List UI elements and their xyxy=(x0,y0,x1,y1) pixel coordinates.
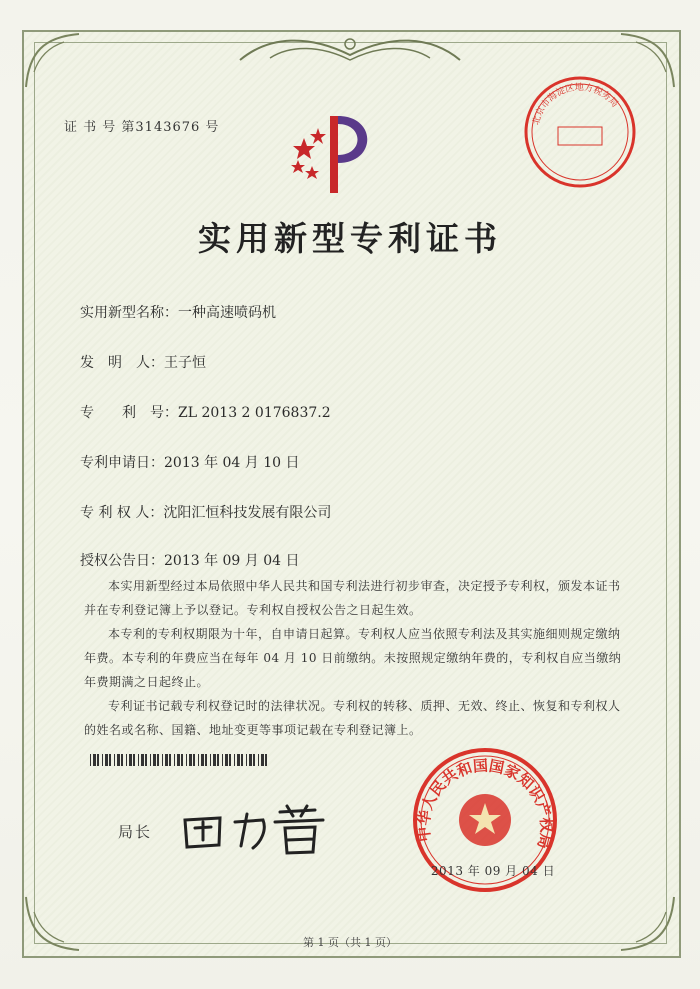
barcode-bar xyxy=(90,754,91,766)
field-application-date: 专利申请日：2013 年 04 月 10 日 xyxy=(80,452,300,472)
barcode-bar xyxy=(210,754,211,766)
patent-office-emblem-icon xyxy=(282,108,382,198)
barcode-bar xyxy=(157,754,159,766)
corner-ornament-tl xyxy=(24,32,84,92)
barcode-bar xyxy=(229,754,231,766)
barcode-bar xyxy=(189,754,192,766)
barcode-bar xyxy=(222,754,223,766)
barcode-bar xyxy=(138,754,139,766)
barcode-bar xyxy=(121,754,123,766)
barcode-bar xyxy=(265,754,267,766)
barcode-bar xyxy=(141,754,144,766)
tax-bureau-seal-icon xyxy=(520,72,640,192)
barcode-bar xyxy=(117,754,120,766)
field-value: 沈阳汇恒科技发展有限公司 xyxy=(163,505,332,521)
barcode-bar xyxy=(109,754,111,766)
tax-seal-text: 北京市海淀区地方税务局 xyxy=(531,82,620,127)
barcode-bar xyxy=(97,754,99,766)
field-grant-date: 授权公告日：2013 年 09 月 04 日 xyxy=(80,550,300,570)
barcode-bar xyxy=(198,754,199,766)
field-label: 专利申请日 xyxy=(80,455,150,471)
national-seal-text: 中华人民共和国国家知识产权局 xyxy=(414,756,556,851)
certificate-number: 证 书 号 第3143676 号 xyxy=(64,120,220,135)
barcode-bar xyxy=(181,754,183,766)
top-ornament xyxy=(230,30,470,70)
barcode-bar xyxy=(114,754,115,766)
svg-text:北京市海淀区地方税务局 xyxy=(530,81,621,126)
body-paragraph: 本实用新型经过本局依照中华人民共和国专利法进行初步审查，决定授予专利权，颁发本证书并在专利登记簿上予以登记。专利权自授权公告之日起生效。 xyxy=(84,579,621,617)
page-number: 第 1 页（共 1 页） xyxy=(303,936,397,949)
director-label: 局长 xyxy=(118,823,153,841)
barcode-bar xyxy=(261,754,264,766)
barcode-bar xyxy=(246,754,247,766)
barcode-bar xyxy=(253,754,255,766)
barcode-bar xyxy=(258,754,259,766)
certificate-title: 实用新型专利证书 xyxy=(198,219,502,258)
field-value: 2013 年 09 月 04 日 xyxy=(164,553,300,569)
barcode-bar xyxy=(93,754,96,766)
barcode-bar xyxy=(145,754,147,766)
field-label: 专 利 权 人 xyxy=(80,505,150,521)
barcode-bar xyxy=(177,754,180,766)
barcode-bar xyxy=(174,754,175,766)
field-patentee: 专 利 权 人：沈阳汇恒科技发展有限公司 xyxy=(80,502,331,522)
field-value: 2013 年 04 月 10 日 xyxy=(164,455,300,471)
field-value: ZL 2013 2 0176837.2 xyxy=(178,405,331,421)
barcode-bar xyxy=(201,754,204,766)
field-utility-model-name: 实用新型名称：一种高速喷码机 xyxy=(80,302,276,322)
barcode-bar xyxy=(186,754,187,766)
barcode-bar xyxy=(169,754,171,766)
field-value: 王子恒 xyxy=(164,355,206,371)
barcode-icon xyxy=(90,754,270,766)
body-paragraph: 专利证书记载专利权登记时的法律状况。专利权的转移、质押、无效、终止、恢复和专利权人的姓名或名称、国籍、地址变更等事项记载在专利登记簿上。 xyxy=(84,699,621,737)
field-label: 发 明 人 xyxy=(80,355,150,371)
barcode-bar xyxy=(193,754,195,766)
barcode-bar xyxy=(105,754,108,766)
barcode-bar xyxy=(213,754,216,766)
field-label: 专 利 号 xyxy=(80,405,164,421)
barcode-bar xyxy=(150,754,151,766)
barcode-bar xyxy=(129,754,132,766)
field-patent-number: 专 利 号：ZL 2013 2 0176837.2 xyxy=(80,402,331,422)
seal-date: 2013 年 09 月 04 日 xyxy=(430,864,556,878)
field-inventor: 发 明 人：王子恒 xyxy=(80,352,206,372)
barcode-bar xyxy=(126,754,127,766)
barcode-bar xyxy=(225,754,228,766)
director-signature xyxy=(175,800,335,860)
field-label: 实用新型名称 xyxy=(80,305,164,321)
barcode-bar xyxy=(241,754,243,766)
barcode-bar xyxy=(133,754,135,766)
barcode-bar xyxy=(234,754,235,766)
barcode-bar xyxy=(102,754,103,766)
barcode-bar xyxy=(165,754,168,766)
field-label: 授权公告日 xyxy=(80,553,150,569)
field-value: 一种高速喷码机 xyxy=(178,305,276,321)
barcode-bar xyxy=(249,754,252,766)
barcode-bar xyxy=(237,754,240,766)
certificate-body-text xyxy=(84,574,624,742)
barcode-bar xyxy=(153,754,156,766)
body-paragraph: 本专利的专利权期限为十年，自申请日起算。专利权人应当依照专利法及其实施细则规定缴纳年费。本专利的年费应当在每年 04 月 10 日前缴纳。未按照规定缴纳年费的，专利权自应当缴纳年费期满之日起终止。 xyxy=(84,627,622,689)
barcode-bar xyxy=(205,754,207,766)
barcode-bar xyxy=(217,754,219,766)
barcode-bar xyxy=(162,754,163,766)
